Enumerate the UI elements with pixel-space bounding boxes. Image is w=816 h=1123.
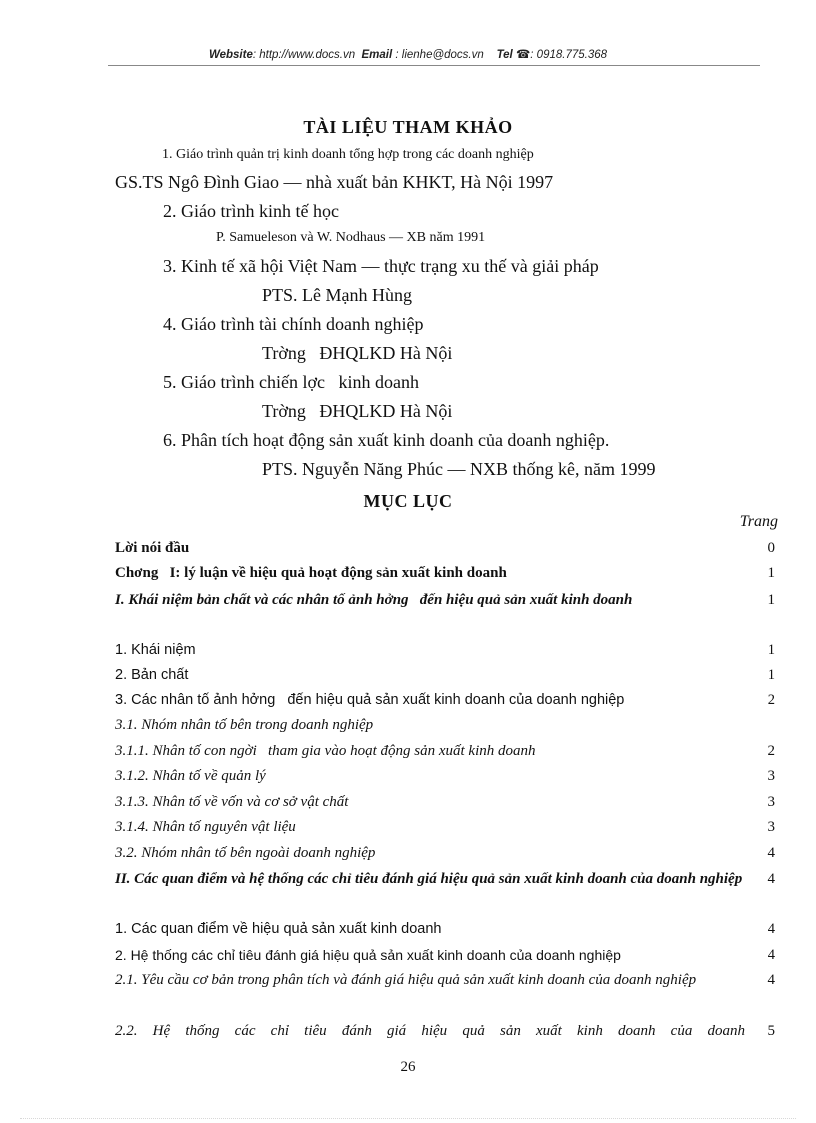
- page-number: 26: [400, 1059, 416, 1075]
- toc-row-page: 1: [767, 565, 775, 581]
- tel-label: Tel: [496, 49, 513, 61]
- reference-item: 6. Phân tích hoạt động sản xuất kinh doanh của doanh nghiệp.: [163, 430, 610, 450]
- toc-row-text: 2.2. Hệ thống các chỉ tiêu đánh giá hiệu quả sản xuất kinh doanh của doanh: [115, 1023, 745, 1039]
- website-value[interactable]: : http://www.docs.vn: [252, 49, 356, 61]
- toc-title: MỤC LỤC: [363, 491, 453, 511]
- reference-item: 4. Giáo trình tài chính doanh nghiệp: [163, 314, 424, 334]
- toc-row-text: 3.1.2. Nhân tố về quản lý: [115, 768, 266, 784]
- toc-row-page: 3: [767, 768, 775, 784]
- reference-item: GS.TS Ngô Đình Giao — nhà xuất bản KHKT, Hà Nội 1997: [115, 172, 554, 192]
- reference-item: P. Samueleson và W. Nodhaus — XB năm 1991: [216, 230, 486, 245]
- toc-row-text: II. Các quan điểm và hệ thống các chỉ tiêu đánh giá hiệu quả sản xuất kinh doanh của doanh nghiệp: [115, 871, 743, 887]
- email-label: Email: [361, 49, 393, 61]
- toc-row-text: 2. Bản chất: [115, 667, 189, 683]
- page-header: [0, 47, 816, 61]
- tel-value: : 0918.775.368: [530, 49, 608, 61]
- toc-page-header: Trang: [739, 513, 778, 530]
- toc-row-text: 3.1.4. Nhân tố nguyên vật liệu: [115, 819, 296, 835]
- toc-row-text: 3. Các nhân tố ảnh hởng đến hiệu quả sản xuất kinh doanh của doanh nghiệp: [115, 692, 625, 708]
- reference-item: PTS. Lê Mạnh Hùng: [262, 285, 412, 305]
- toc-row-page: 4: [767, 921, 775, 937]
- toc-row-text: 3.1.1. Nhân tố con ngời tham gia vào hoạt động sản xuất kinh doanh: [115, 743, 536, 759]
- reference-item: 5. Giáo trình chiến lợc kinh doanh: [163, 372, 419, 392]
- toc-row-text: 3.1. Nhóm nhân tố bên trong doanh nghiệp: [115, 717, 374, 733]
- toc-row-text: 3.1.3. Nhân tố về vốn và cơ sở vật chất: [115, 794, 349, 810]
- toc-row-page: 1: [767, 592, 775, 608]
- toc-row-text: 2.1. Yêu cầu cơ bản trong phân tích và đánh giá hiệu quả sản xuất kinh doanh của doanh nghiệp: [115, 972, 697, 988]
- phone-icon: ☎: [515, 49, 531, 61]
- reference-item: 2. Giáo trình kinh tế học: [163, 201, 339, 221]
- toc-row-page: 3: [767, 794, 775, 810]
- reference-item: 3. Kinh tế xã hội Việt Nam — thực trạng xu thế và giải pháp: [163, 256, 599, 276]
- toc-row-page: 3: [767, 819, 775, 835]
- toc-row-text: Chơng I: lý luận về hiệu quả hoạt động sản xuất kinh doanh: [115, 565, 507, 581]
- toc-row-page: 2: [767, 692, 775, 708]
- toc-row-page: 4: [767, 947, 775, 963]
- reference-item: Trờng ĐHQLKD Hà Nội: [262, 401, 453, 421]
- toc-row-page: 0: [767, 540, 775, 556]
- toc-row-page: 4: [767, 871, 775, 887]
- toc-row-text: 1. Khái niệm: [115, 642, 196, 658]
- references-title: TÀI LIỆU THAM KHẢO: [303, 117, 513, 137]
- toc-row-page: 1: [767, 667, 775, 683]
- toc-row-text: I. Khái niệm bản chất và các nhân tố ảnh hởng đến hiệu quả sản xuất kinh doanh: [115, 592, 633, 608]
- toc-row-page: 4: [767, 972, 775, 988]
- toc-row-text: Lời nói đầu: [115, 540, 190, 556]
- reference-item: 1. Giáo trình quản trị kinh doanh tổng hợp trong các doanh nghiệp: [162, 147, 534, 162]
- reference-item: PTS. Nguyễn Năng Phúc — NXB thống kê, năm 1999: [262, 459, 656, 479]
- toc-row-page: 1: [767, 642, 775, 658]
- website-label: Website: [208, 49, 253, 61]
- toc-row-text: 3.2. Nhóm nhân tố bên ngoài doanh nghiệp: [115, 845, 376, 861]
- header-divider: [108, 65, 760, 66]
- email-value[interactable]: : lienhe@docs.vn: [392, 49, 484, 61]
- bottom-divider: [20, 1118, 796, 1119]
- toc-row-page: 2: [767, 743, 775, 759]
- toc-row-page: 4: [767, 845, 775, 861]
- reference-item: Trờng ĐHQLKD Hà Nội: [262, 343, 453, 363]
- toc-row-text: 2. Hệ thống các chỉ tiêu đánh giá hiệu quả sản xuất kinh doanh của doanh nghiệp: [115, 947, 621, 963]
- toc-row-page: 5: [767, 1023, 775, 1039]
- toc-row-text: 1. Các quan điểm về hiệu quả sản xuất kinh doanh: [115, 921, 442, 937]
